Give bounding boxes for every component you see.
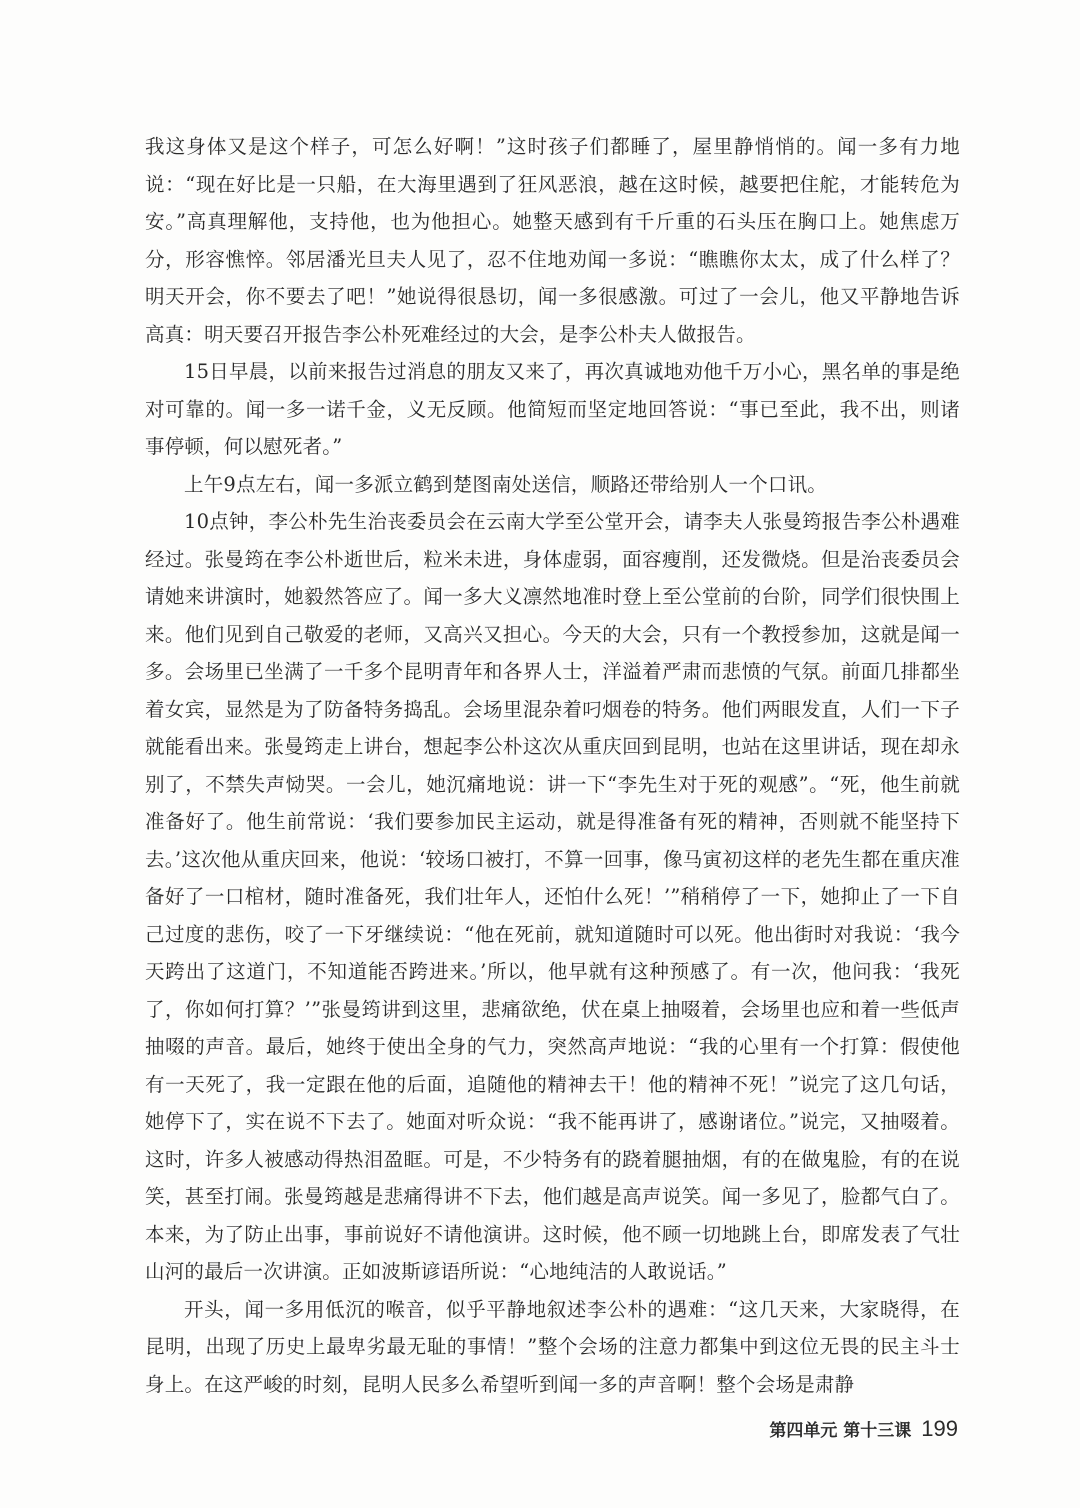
page-number: 199: [921, 1416, 958, 1441]
paragraph-speech-opening: 开头，闻一多用低沉的喉音，似乎平静地叙述李公朴的遇难：“这几天来，大家晓得，在昆明，出现了历史上最卑劣最无耻的事情！”整个会场的注意力都集中到这位无畏的民主斗士身上。在这严峻的时刻，昆明人民多么希望听到闻一多的声音啊！整个会场是肃静: [145, 1297, 960, 1396]
unit-lesson-label: 第四单元 第十三课: [769, 1421, 912, 1441]
page-footer: [769, 1416, 958, 1442]
paragraph-morning-15th: 15日早晨，以前来报告过消息的朋友又来了，再次真诚地劝他千万小心，黑名单的事是绝对可靠的。闻一多一诺千金，义无反顾。他简短而坚定地回答说：“事已至此，我不出，则诸事停顿，何以慰死者。”: [145, 360, 960, 458]
paragraph-nine-oclock: 上午9点左右，闻一多派立鹤到楚图南处送信，顺路还带给别人一个口讯。: [184, 472, 828, 496]
body-text: [145, 128, 960, 1403]
paragraph-continued: 我这身体又是这个样子，可怎么好啊！”这时孩子们都睡了，屋里静悄悄的。闻一多有力地说：“现在好比是一只船，在大海里遇到了狂风恶浪，越在这时候，越要把住舵，才能转危为安。”高真理解他，支持他，也为他担心。她整天感到有千斤重的石头压在胸口上。她焦虑万分，形容憔悴。邻居潘光旦夫人见了，忍不住地劝闻一多说：“瞧瞧你太太，成了什么样了？明天开会，你不要去了吧！”她说得很恳切，闻一多很感激。可过了一会儿，他又平静地告诉高真：明天要召开报告李公朴死难经过的大会，是李公朴夫人做报告。: [145, 135, 960, 346]
paragraph-memorial-meeting: 10点钟，李公朴先生治丧委员会在云南大学至公堂开会，请李夫人张曼筠报告李公朴遇难经过。张曼筠在李公朴逝世后，粒米未进，身体虚弱，面容瘦削，还发微烧。但是治丧委员会请她来讲演时，她毅然答应了。闻一多大义凛然地准时登上至公堂前的台阶，同学们很快围上来。他们见到自己敬爱的老师，又高兴又担心。今天的大会，只有一个教授参加，这就是闻一多。会场里已坐满了一千多个昆明青年和各界人士，洋溢着严肃而悲愤的气氛。前面几排都坐着女宾，显然是为了防备特务捣乱。会场里混杂着叼烟卷的特务。他们两眼发直，人们一下子就能看出来。张曼筠走上讲台，想起李公朴这次从重庆回到昆明，也站在这里讲话，现在却永别了，不禁失声恸哭。一会儿，她沉痛地说：讲一下“李先生对于死的观感”。“死，他生前就准备好了。他生前常说：‘我们要参加民主运动，就是得准备有死的精神，否则就不能坚持下去。’这次他从重庆回来，他说：‘较场口被打，不算一回事，像马寅初这样的老先生都在重庆准备好了一口棺材，随时准备死，我们壮年人，还怕什么死！’”稍稍停了一下，她抑止了一下自己过度的悲伤，咬了一下牙继续说：“他在死前，就知道随时可以死。他出街时对我说：‘我今天跨出了这道门，不知道能否跨进来。’所以，他早就有这种预感了。有一次，他问我：‘我死了，你如何打算？’”张曼筠讲到这里，悲痛欲绝，伏在桌上抽啜着，会场里也应和着一些低声抽啜的声音。最后，她终于使出全身的气力，突然高声地说：“我的心里有一个打算：假使他有一天死了，我一定跟在他的后面，追随他的精神去干！他的精神不死！”说完了这几句话，她停下了，实在说不下去了。她面对听众说：“我不能再讲了，感谢诸位。”说完，又抽啜着。这时，许多人被感动得热泪盈眶。可是，不少特务有的跷着腿抽烟，有的在做鬼脸，有的在说笑，甚至打闹。张曼筠越是悲痛得讲不下去，他们越是高声说笑。闻一多见了，脸都气白了。本来，为了防止出事，事前说好不请他演讲。这时候，他不顾一切地跳上台，即席发表了气壮山河的最后一次讲演。正如波斯谚语所说：“心地纯洁的人敢说话。”: [145, 510, 960, 1283]
